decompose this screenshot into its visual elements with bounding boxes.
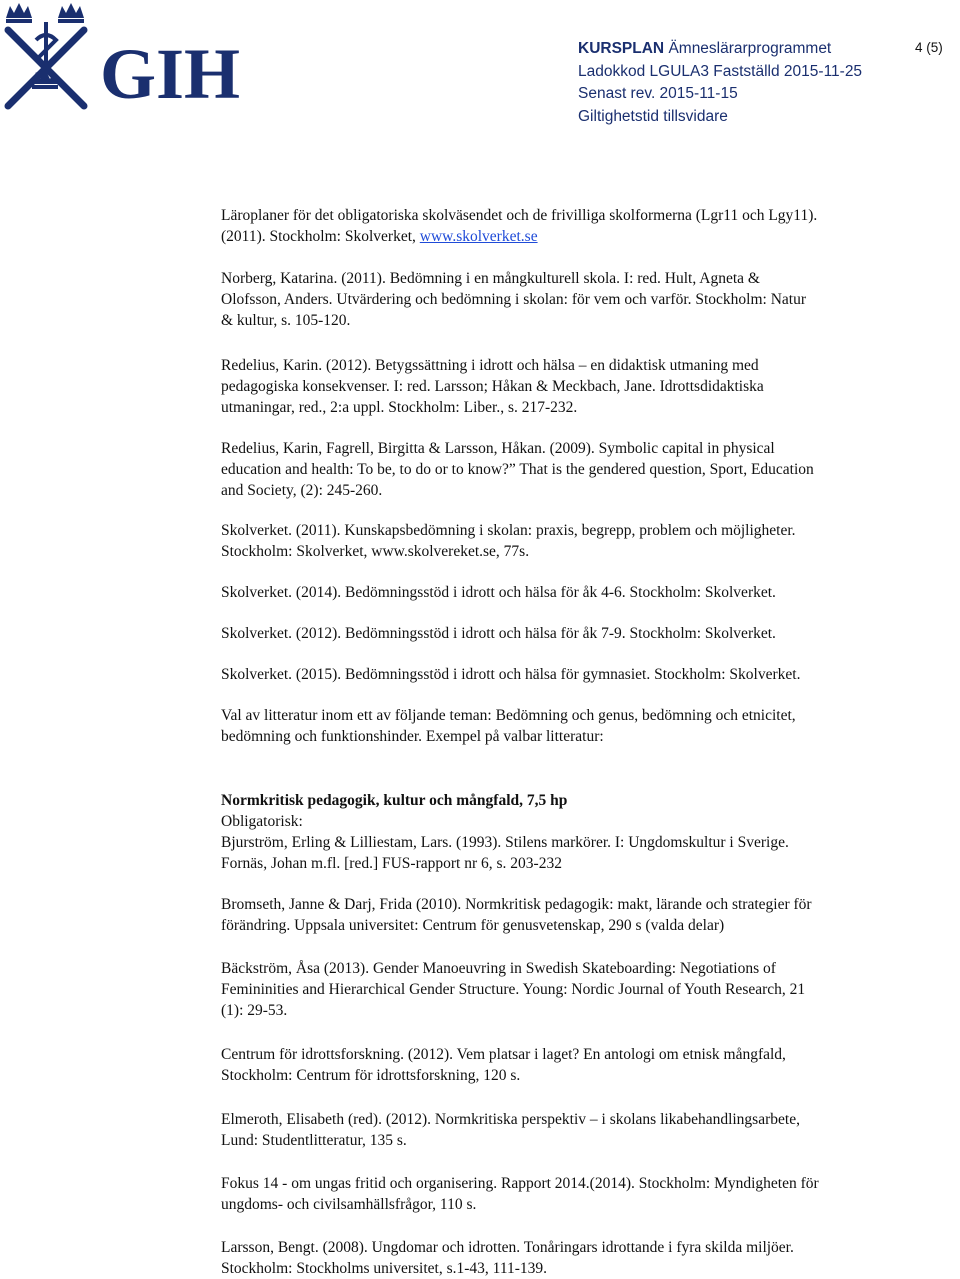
reference <box>221 520 931 562</box>
reference-line: Skolverket. (2011). Kunskapsbedömning i skolan: praxis, begrepp, problem och möjligheter. <box>221 522 796 539</box>
reference-line: Fornäs, Johan m.fl. [red.] FUS-rapport nr 6, s. 203-232 <box>221 855 562 872</box>
section-subheading: Obligatorisk: <box>221 813 303 830</box>
reference-line: Redelius, Karin, Fagrell, Birgitta & Larsson, Håkan. (2009). Symbolic capital in physical <box>221 440 775 457</box>
reference-line: Stockholm: Stockholms universitet, s.1-43, 111-139. <box>221 1260 548 1277</box>
reference <box>221 355 931 418</box>
reference-line: Val av litteratur inom ett av följande teman: Bedömning och genus, bedömning och etnicitet, <box>221 707 796 724</box>
reference <box>221 958 931 1021</box>
header-line-2: Ladokkod LGULA3 Fastställd 2015-11-25 <box>578 62 863 80</box>
course-header <box>578 38 878 128</box>
reference-line: Fokus 14 - om ungas fritid och organisering. Rapport 2014.(2014). Stockholm: Myndigheten för <box>221 1175 819 1192</box>
reference <box>221 1044 931 1086</box>
crown-icon <box>6 3 32 23</box>
reference-line: Elmeroth, Elisabeth (red). (2012). Normkritiska perspektiv – i skolans likabehandlingsarbete, <box>221 1111 800 1128</box>
reference-line: education and health: To be, to do or to know?” That is the gendered question, Sport, Education <box>221 461 814 478</box>
header-kursplan: KURSPLAN <box>578 40 665 57</box>
header-line-1 <box>578 38 878 61</box>
reference <box>221 1237 931 1279</box>
reference <box>221 268 931 331</box>
reference-line: Skolverket. (2015). Bedömningsstöd i idrott och hälsa för gymnasiet. Stockholm: Skolverket. <box>221 666 801 683</box>
reference <box>221 438 931 501</box>
reference <box>221 894 931 936</box>
reference <box>221 664 931 685</box>
reference <box>221 1173 931 1215</box>
reference-line: Olofsson, Anders. Utvärdering och bedömning i skolan: för vem och varför. Stockholm: Natur <box>221 291 807 308</box>
reference-line: & kultur, s. 105-120. <box>221 312 351 329</box>
crown-icon <box>58 3 84 23</box>
reference <box>221 205 931 247</box>
logo-wordmark: GIH <box>100 34 241 114</box>
reference-line: förändring. Uppsala universitet: Centrum för genusvetenskap, 290 s (valda delar) <box>221 917 725 934</box>
reference-line: utmaningar, red., 2:a uppl. Stockholm: Liber., s. 217-232. <box>221 399 578 416</box>
page-number: 4 (5) <box>915 40 943 55</box>
gih-logo <box>0 0 250 115</box>
reference-line: Skolverket. (2012). Bedömningsstöd i idrott och hälsa för åk 7-9. Stockholm: Skolverket. <box>221 625 776 642</box>
reference <box>221 623 931 644</box>
reference-line: Redelius, Karin. (2012). Betygssättning i idrott och hälsa – en didaktisk utmaning med <box>221 357 759 374</box>
reference-text: (2011). Stockholm: Skolverket, <box>221 228 420 245</box>
header-line-3: Senast rev. 2015-11-15 <box>578 85 738 102</box>
reference-line: Femininities and Hierarchical Gender Structure. Young: Nordic Journal of Youth Research, 21 <box>221 981 806 998</box>
reference-line: Skolverket. (2014). Bedömningsstöd i idrott och hälsa för åk 4-6. Stockholm: Skolverket. <box>221 584 776 601</box>
section-header <box>221 790 931 874</box>
reference-line: Stockholm: Skolverket, www.skolvereket.se, 77s. <box>221 543 530 560</box>
theme-intro <box>221 705 931 747</box>
reference-line: Bjurström, Erling & Lilliestam, Lars. (1993). Stilens markörer. I: Ungdomskultur i Sverige. <box>221 834 789 851</box>
reference-line <box>221 226 931 247</box>
section-heading: Normkritisk pedagogik, kultur och mångfald, 7,5 hp <box>221 792 568 809</box>
header-program: Ämneslärarprogrammet <box>668 40 832 57</box>
reference-line: ungdoms- och civilsamhällsfrågor, 110 s. <box>221 1196 477 1213</box>
reference-line: (1): 29-53. <box>221 1002 288 1019</box>
header-line-4: Giltighetstid tillsvidare <box>578 107 728 125</box>
reference-line: bedömning och funktionshinder. Exempel på valbar litteratur: <box>221 728 604 745</box>
reference-line: and Society, (2): 245-260. <box>221 482 383 499</box>
reference-line: Bromseth, Janne & Darj, Frida (2010). Normkritisk pedagogik: makt, lärande och strategier för <box>221 896 812 913</box>
reference-line: Larsson, Bengt. (2008). Ungdomar och idrotten. Tonåringars idrottande i fyra skilda miljöer. <box>221 1239 794 1256</box>
reference-line: pedagogiska konsekvenser. I: red. Larsson; Håkan & Meckbach, Jane. Idrottsdidaktiska <box>221 378 764 395</box>
reference-line: Norberg, Katarina. (2011). Bedömning i en mångkulturell skola. I: red. Hult, Agneta & <box>221 270 760 287</box>
reference <box>221 1109 931 1151</box>
reference <box>221 582 931 603</box>
reference-line: Centrum för idrottsforskning. (2012). Vem platsar i laget? En antologi om etnisk mångfald, <box>221 1046 786 1063</box>
reference-line: Stockholm: Centrum för idrottsforskning, 120 s. <box>221 1067 521 1084</box>
skolverket-link[interactable]: www.skolverket.se <box>419 228 538 245</box>
reference-line: Lund: Studentlitteratur, 135 s. <box>221 1132 407 1149</box>
reference-line: Bäckström, Åsa (2013). Gender Manoeuvring in Swedish Skateboarding: Negotiations of <box>221 960 776 977</box>
reference-line: Läroplaner för det obligatoriska skolväsendet och de frivilliga skolformerna (Lgr11 och Lgy11). <box>221 207 818 224</box>
